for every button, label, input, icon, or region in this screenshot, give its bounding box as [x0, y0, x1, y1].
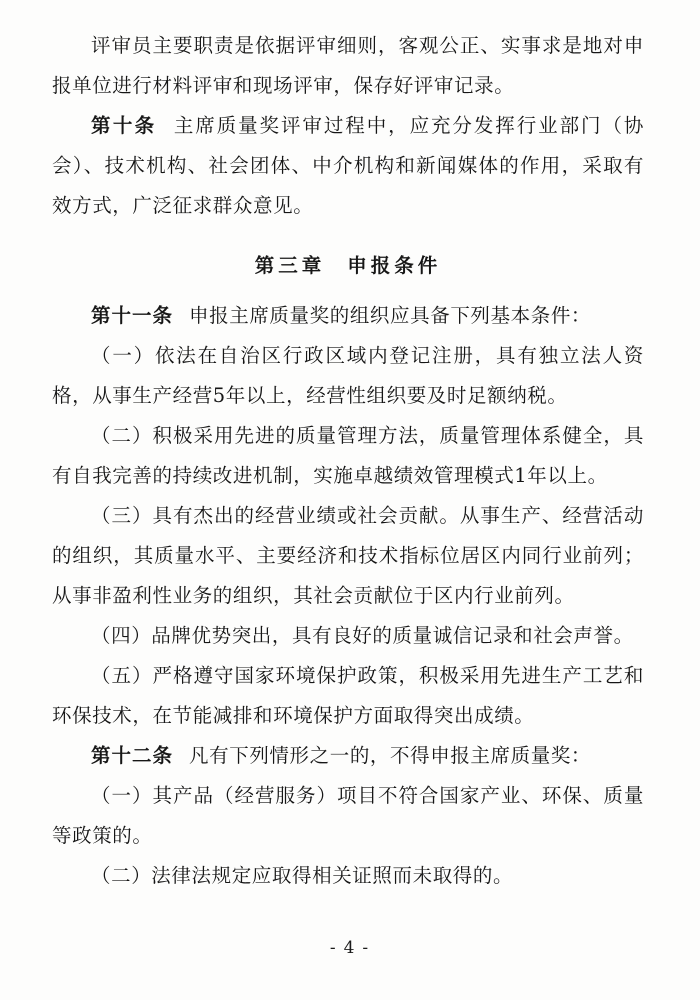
- footer-page-number: 4: [343, 938, 357, 958]
- article-label-12: 第十二条: [91, 744, 174, 767]
- paragraph-article-10: [52, 106, 644, 226]
- list-item-12-1: （一）其产品（经营服务）项目不符合国家产业、环保、质量等政策的。: [52, 784, 644, 847]
- document-body: [52, 26, 644, 896]
- page-footer: [0, 938, 700, 958]
- article-label-10: 第十条: [91, 114, 157, 137]
- paragraph-reviewer-duty: 评审员主要职责是依据评审细则，客观公正、实事求是地对申报单位进行材料评审和现场评审，保存好评审记录。: [52, 34, 644, 97]
- article-label-11: 第十一条: [91, 304, 174, 327]
- article-text-12: 凡有下列情形之一的，不得申报主席质量奖：: [189, 744, 592, 767]
- paragraph-article-11: [52, 296, 644, 336]
- list-item-11-3: （三）具有杰出的经营业绩或社会贡献。从事生产、经营活动的组织，其质量水平、主要经济和技术指标位居区内同行业前列；从事非盈利性业务的组织，其社会贡献位于区内行业前列。: [52, 504, 644, 607]
- paragraph-article-12: [52, 736, 644, 776]
- article-text-11: 申报主席质量奖的组织应具备下列基本条件：: [189, 304, 592, 327]
- list-item-11-2: （二）积极采用先进的质量管理方法，质量管理体系健全，具有自我完善的持续改进机制，实施卓越绩效管理模式1年以上。: [52, 424, 644, 487]
- chapter-number: 第三章: [254, 254, 326, 277]
- footer-dash-left: -: [329, 938, 338, 958]
- chapter-heading: [52, 232, 644, 296]
- footer-dash-right: -: [362, 938, 371, 958]
- list-item-12-2: （二）法律法规定应取得相关证照而未取得的。: [91, 864, 514, 887]
- chapter-title: 申报条件: [347, 254, 442, 277]
- article-text-10: 主席质量奖评审过程中，应充分发挥行业部门（协会）、技术机构、社会团体、中介机构和新闻媒体的作用，采取有效方式，广泛征求群众意见。: [52, 114, 644, 217]
- list-item-11-4: （四）品牌优势突出，具有良好的质量诚信记录和社会声誉。: [91, 624, 634, 647]
- list-item-11-1: （一）依法在自治区行政区域内登记注册，具有独立法人资格，从事生产经营5年以上，经营性组织要及时足额纳税。: [52, 344, 644, 407]
- list-item-11-5: （五）严格遵守国家环境保护政策，积极采用先进生产工艺和环保技术，在节能减排和环境保护方面取得突出成绩。: [52, 664, 644, 727]
